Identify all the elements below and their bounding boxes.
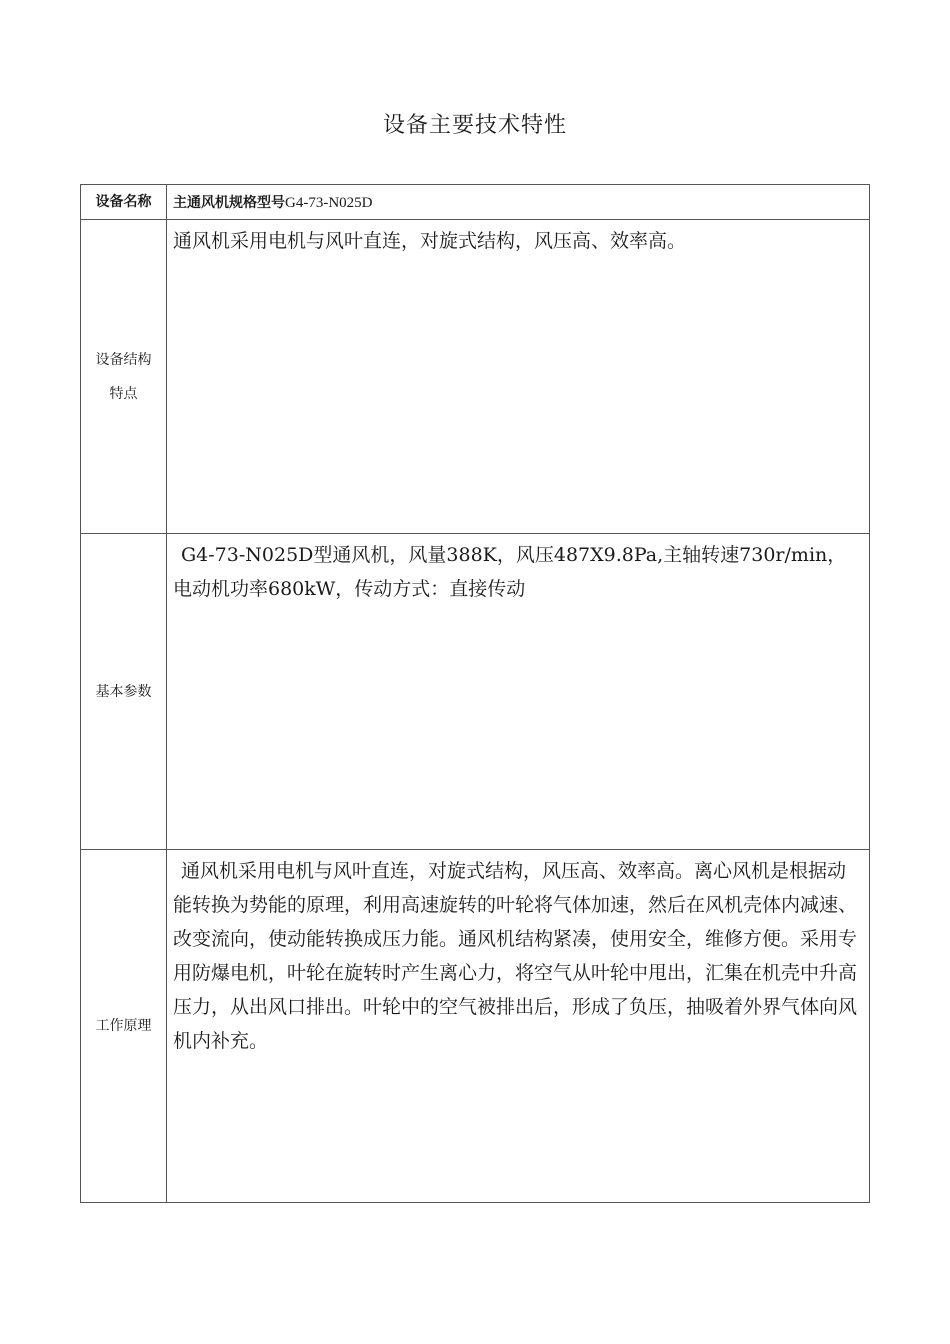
equipment-model-number: G4-73-N025D	[285, 195, 373, 211]
equipment-name-value	[167, 185, 870, 220]
params-text: G4-73-N025D型通风机，风量388K，风压487X9.8Pa,主轴转速730r/min，电动机功率680kW，传动方式：直接传动	[167, 534, 870, 850]
principle-text: 通风机采用电机与风叶直连，对旋式结构，风压高、效率高。离心风机是根据动能转换为势能的原理，利用高速旋转的叶轮将气体加速，然后在风机壳体内减速、改变流向，使动能转换成压力能。通风机结构紧凑，使用安全，维修方便。采用专用防爆电机，叶轮在旋转时产生离心力，将空气从叶轮中甩出，汇集在机壳中升高压力，从出风口排出。叶轮中的空气被排出后，形成了负压，抽吸着外界气体向风机内补充。	[167, 850, 870, 1203]
spec-table	[80, 184, 870, 1203]
table-row-params	[81, 534, 870, 850]
structure-label-line1: 设备结构	[95, 351, 152, 368]
table-row-principle	[81, 850, 870, 1203]
equipment-name-label: 设备名称	[81, 185, 167, 220]
params-label: 基本参数	[81, 534, 167, 850]
structure-text: 通风机采用电机与风叶直连，对旋式结构，风压高、效率高。	[167, 220, 870, 534]
page-title: 设备主要技术特性	[382, 113, 567, 138]
principle-label: 工作原理	[81, 850, 167, 1203]
table-row-equipment-name	[81, 185, 870, 220]
table-row-structure	[81, 220, 870, 534]
structure-label	[81, 220, 167, 534]
structure-label-line2: 特点	[109, 385, 138, 402]
equipment-name-prefix: 主通风机规格型号	[173, 195, 285, 211]
